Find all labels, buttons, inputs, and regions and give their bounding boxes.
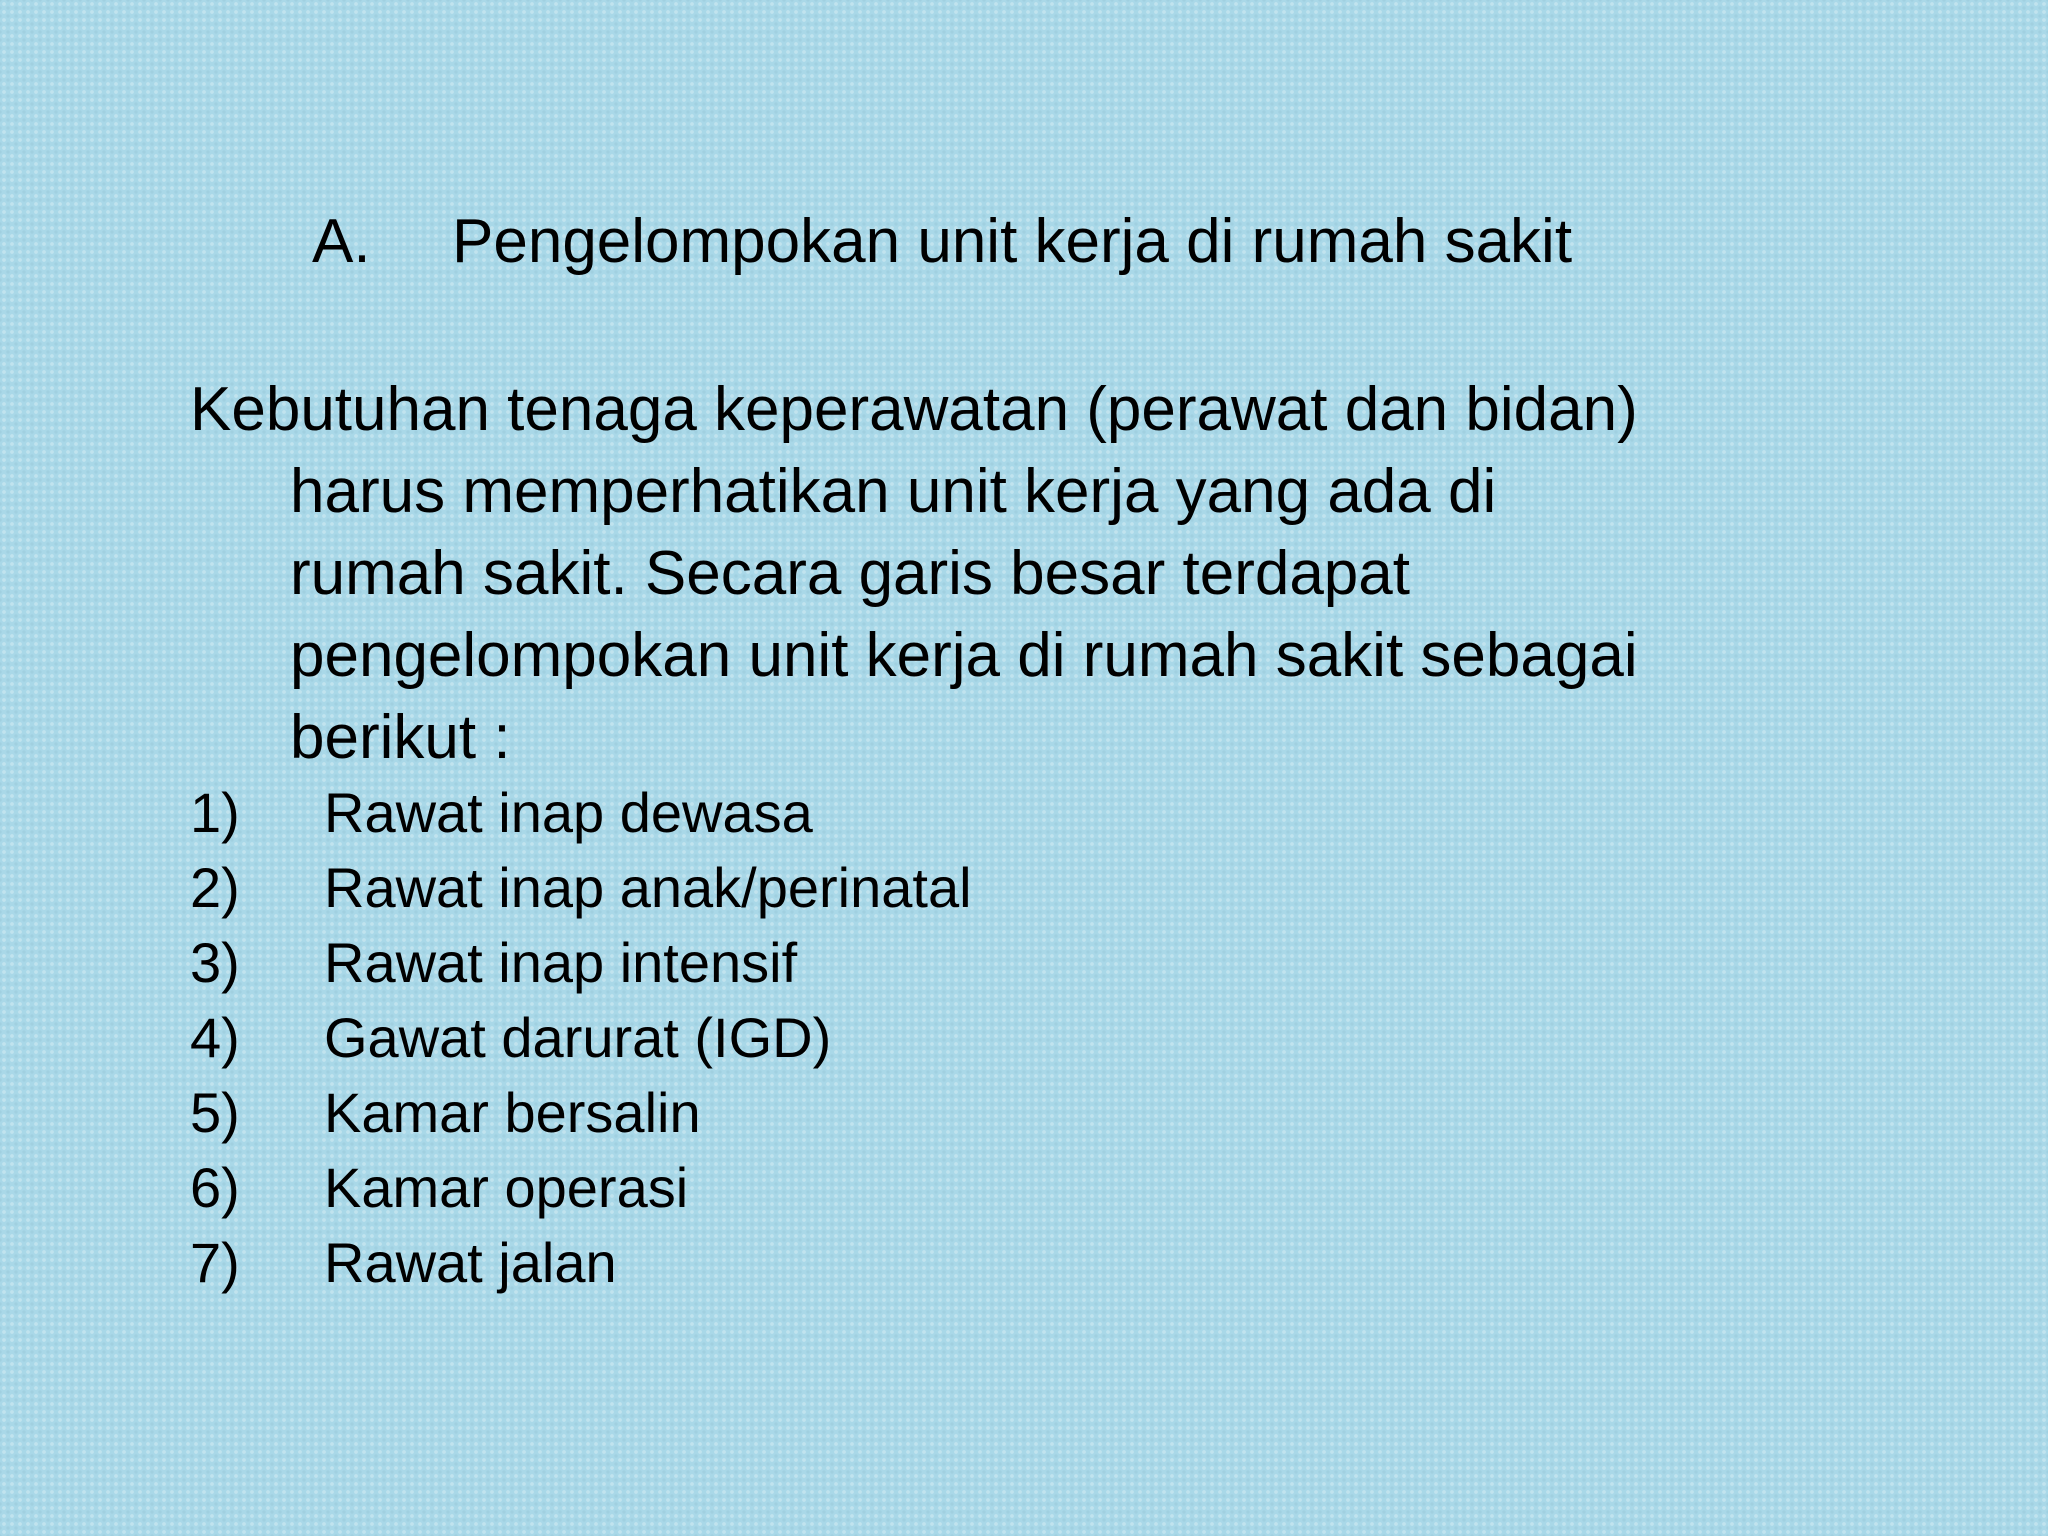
list-item-text: Rawat inap dewasa bbox=[324, 781, 813, 844]
list-item-text: Rawat inap intensif bbox=[324, 931, 798, 994]
list-item-number: 3) bbox=[190, 931, 240, 994]
paragraph-line: Kebutuhan tenaga keperawatan (perawat dan bidan) bbox=[190, 375, 1638, 444]
list-item bbox=[190, 925, 972, 1000]
list-item-number: 6) bbox=[190, 1156, 240, 1219]
list-item bbox=[190, 1150, 972, 1225]
paragraph-line: berikut : bbox=[290, 703, 511, 772]
paragraph-line: pengelompokan unit kerja di rumah sakit sebagai bbox=[290, 621, 1638, 690]
list-item-number: 1) bbox=[190, 781, 240, 844]
list-item bbox=[190, 1075, 972, 1150]
list-item bbox=[190, 850, 972, 925]
paragraph-line: rumah sakit. Secara garis besar terdapat bbox=[290, 539, 1410, 608]
list-item-number: 2) bbox=[190, 856, 240, 919]
list-item-number: 7) bbox=[190, 1231, 240, 1294]
paragraph-line: harus memperhatikan unit kerja yang ada di bbox=[290, 457, 1497, 526]
slide-title bbox=[312, 204, 1572, 280]
body-text bbox=[190, 369, 1890, 779]
list-item-text: Kamar operasi bbox=[324, 1156, 689, 1219]
list-item bbox=[190, 1225, 972, 1300]
list-item-text: Rawat jalan bbox=[324, 1231, 617, 1294]
list-item bbox=[190, 775, 972, 850]
title-marker: A. bbox=[312, 207, 371, 276]
title-text: Pengelompokan unit kerja di rumah sakit bbox=[452, 207, 1573, 276]
list-item-text: Rawat inap anak/perinatal bbox=[324, 856, 972, 919]
list-item-text: Kamar bersalin bbox=[324, 1081, 701, 1144]
list-item-number: 5) bbox=[190, 1081, 240, 1144]
unit-list bbox=[190, 775, 972, 1300]
list-item-text: Gawat darurat (IGD) bbox=[324, 1006, 832, 1069]
list-item bbox=[190, 1000, 972, 1075]
intro-paragraph bbox=[190, 369, 1890, 779]
list-item-number: 4) bbox=[190, 1006, 240, 1069]
